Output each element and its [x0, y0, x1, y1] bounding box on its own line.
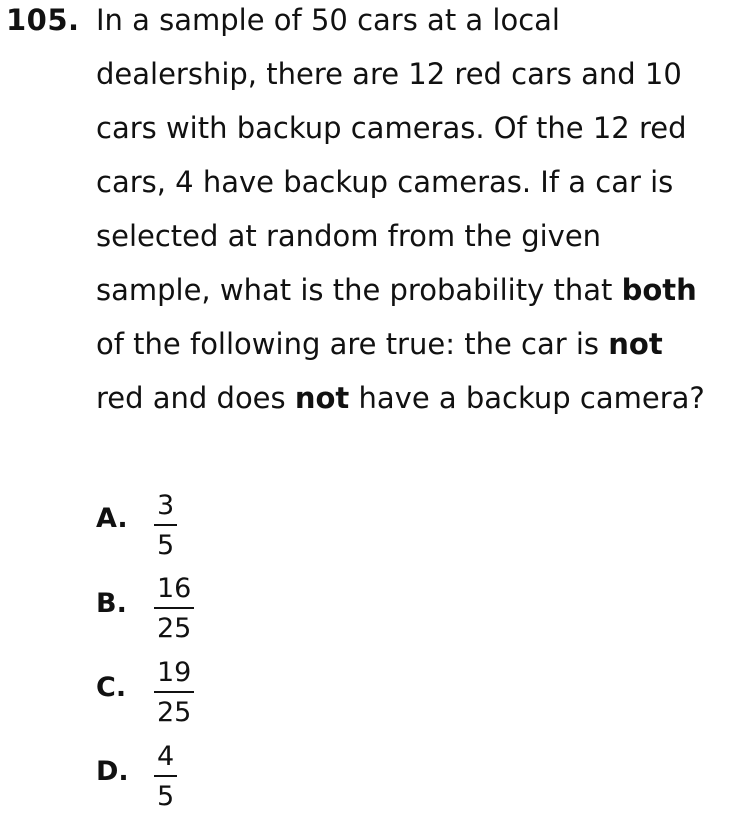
stem-text: dealership, there are 12 red cars and 10	[96, 57, 682, 91]
stem-line-4	[96, 155, 736, 209]
stem-line-6	[96, 263, 736, 317]
stem-emphasis: not	[294, 381, 350, 415]
stem-line-7	[96, 317, 736, 371]
stem-text: cars with backup cameras. Of the 12 red	[96, 111, 687, 145]
fraction-denominator: 25	[157, 697, 192, 728]
stem-line-5	[96, 209, 736, 263]
stem-text: selected at random from the given	[96, 219, 602, 253]
fraction-numerator: 19	[157, 657, 192, 688]
fraction-numerator: 16	[157, 573, 192, 604]
stem-line-2	[96, 47, 736, 101]
stem-line-1	[96, 0, 736, 47]
choice-a[interactable]	[96, 491, 296, 575]
stem-text: sample, what is the probability that	[96, 273, 622, 307]
stem-line-8	[96, 371, 736, 425]
fraction-denominator: 5	[157, 781, 175, 812]
fraction	[154, 491, 177, 561]
choice-d[interactable]	[96, 742, 296, 826]
fraction-numerator: 3	[157, 490, 175, 521]
choice-letter: D.	[96, 756, 129, 787]
stem-emphasis: not	[608, 327, 663, 361]
choice-letter: C.	[96, 672, 127, 703]
choice-c[interactable]	[96, 658, 296, 742]
fraction	[154, 574, 194, 644]
stem-emphasis: both	[621, 273, 697, 307]
stem-line-3	[96, 101, 736, 155]
choice-b[interactable]	[96, 574, 296, 658]
fraction-numerator: 4	[157, 741, 175, 772]
stem-text: In a sample of 50 cars at a local	[96, 3, 560, 37]
choice-letter: B.	[96, 588, 127, 619]
fraction-bar	[154, 691, 194, 693]
fraction	[154, 658, 194, 728]
fraction-denominator: 5	[157, 530, 175, 561]
question-number: 105.	[6, 3, 80, 37]
choice-letter: A.	[96, 503, 128, 534]
question-stem	[96, 0, 736, 425]
fraction-bar	[154, 775, 177, 777]
fraction-bar	[154, 607, 194, 609]
fraction-denominator: 25	[157, 613, 192, 644]
stem-text: red and does	[96, 381, 295, 415]
stem-text: cars, 4 have backup cameras. If a car is	[96, 165, 674, 199]
fraction	[154, 742, 177, 812]
stem-text: have a backup camera?	[349, 381, 705, 415]
stem-text: of the following are true: the car is	[96, 327, 609, 361]
fraction-bar	[154, 524, 177, 526]
